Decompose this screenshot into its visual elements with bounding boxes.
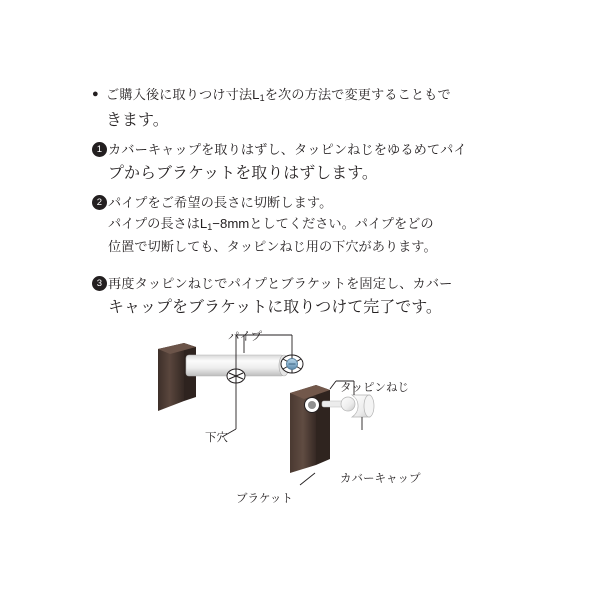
step-2-line-1: パイプをご希望の長さに切断します。 xyxy=(108,195,333,210)
step-2-sub-post: −8mmとしてください。パイプをどの xyxy=(212,216,434,231)
label-pipe: パイプ xyxy=(228,331,263,343)
step-2-sub-line-1 xyxy=(108,213,522,236)
step-number-3: 3 xyxy=(92,276,107,291)
intro-text-line2: きます。 xyxy=(106,112,169,129)
step-2-sub-pre: パイプの長さはL xyxy=(108,216,208,231)
intro-paragraph xyxy=(92,84,522,107)
bracket-left-graphic xyxy=(158,343,196,411)
step-number-1: 1 xyxy=(92,142,107,157)
step-2 xyxy=(92,192,522,213)
label-pilot-hole: 下穴 xyxy=(205,432,228,444)
label-bracket: ブラケット xyxy=(236,493,293,505)
pilot-hole-marker-icon xyxy=(227,369,245,383)
instruction-text-block xyxy=(92,84,522,317)
intro-text-part1: ご購入後に取りつけ寸法L xyxy=(106,87,260,102)
tapping-screw-graphic xyxy=(281,355,303,373)
step-3-line-1: 再度タッピンねじでパイプとブラケットを固定し、カバー xyxy=(108,276,453,291)
intro-subscript: 1 xyxy=(259,93,265,103)
step-number-2: 2 xyxy=(92,195,107,210)
bullet-dot-icon: ● xyxy=(92,88,99,100)
step-1-line-2: プからブラケットを取りはずします。 xyxy=(108,165,378,182)
label-tapping-screw: タッピンねじ xyxy=(340,382,409,394)
step-3 xyxy=(92,273,522,294)
label-cover-cap: カバーキャップ xyxy=(340,473,421,485)
step-3-line-2: キャップをブラケットに取りつけて完了です。 xyxy=(108,299,442,316)
bracket-right-graphic xyxy=(290,385,330,473)
step-1 xyxy=(92,139,522,160)
step-2-sub-subscript: 1 xyxy=(207,222,213,232)
step-2-sub-line-2: 位置で切断しても、タッピンねじ用の下穴があります。 xyxy=(108,239,437,254)
intro-text-part2: を次の方法で変更することもで xyxy=(264,87,451,102)
product-illustration xyxy=(140,325,470,525)
intro-text xyxy=(106,84,522,107)
step-1-line-1: カバーキャップを取りはずし、タッピンねじをゆるめてパイ xyxy=(108,142,467,157)
